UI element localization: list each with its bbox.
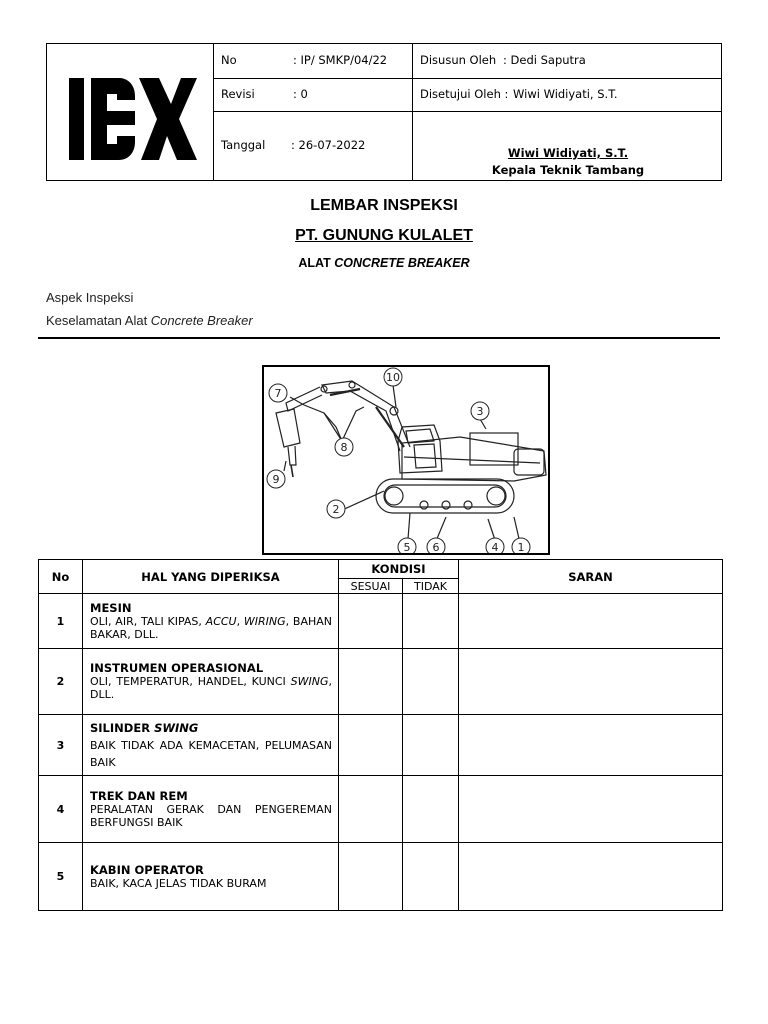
upper-structure <box>402 437 546 481</box>
header-divider <box>213 111 721 112</box>
table-row <box>39 594 723 649</box>
item-description: BAIK, KACA JELAS TIDAK BURAM <box>90 876 267 890</box>
sesuai-checkbox-cell[interactable] <box>339 843 403 911</box>
col-header-sesuai: SESUAI <box>339 579 403 594</box>
callout-9: 9 <box>272 473 280 486</box>
sesuai-checkbox-cell[interactable] <box>339 776 403 843</box>
item-description-italic: WIRING <box>243 614 286 628</box>
item-description: PERALATAN GERAK DAN PENGEREMAN BERFUNGSI BAIK <box>90 802 332 829</box>
col-header-tidak: TIDAK <box>403 579 459 594</box>
item-title: KABIN OPERATOR <box>90 862 204 877</box>
item-description-text: OLI, AIR, TALI KIPAS, <box>90 614 206 628</box>
document-header <box>46 43 722 181</box>
tidak-checkbox-cell[interactable] <box>403 843 459 911</box>
doc-number-value: : IP/ SMKP/04/22 <box>293 53 388 67</box>
inspection-item <box>83 594 339 649</box>
table-row <box>39 776 723 843</box>
saran-input-cell[interactable] <box>459 843 723 911</box>
row-number: 1 <box>39 594 83 649</box>
equipment-title-name: CONCRETE BREAKER <box>334 256 470 270</box>
tidak-checkbox-cell[interactable] <box>403 776 459 843</box>
inspection-item <box>83 649 339 715</box>
callout-1: 1 <box>517 541 525 553</box>
concrete-breaker-hammer <box>276 409 300 447</box>
form-title: LEMBAR INSPEKSI <box>310 197 458 214</box>
saran-input-cell[interactable] <box>459 776 723 843</box>
equipment-title <box>0 256 768 270</box>
date-value: : 26-07-2022 <box>291 138 366 152</box>
tidak-checkbox-cell[interactable] <box>403 649 459 715</box>
aspect-value-name: Concrete Breaker <box>150 313 253 328</box>
tidak-checkbox-cell[interactable] <box>403 715 459 776</box>
col-header-item: HAL YANG DIPERIKSA <box>83 560 339 594</box>
item-description-italic: SWING <box>290 675 329 688</box>
prepared-by-label: Disusun Oleh <box>420 53 497 67</box>
item-description: BAIK TIDAK ADA KEMACETAN, PELUMASAN BAIK <box>90 738 332 769</box>
header-divider <box>213 44 214 180</box>
table-row <box>39 843 723 911</box>
callout-2: 2 <box>332 503 340 516</box>
sesuai-checkbox-cell[interactable] <box>339 649 403 715</box>
aspect-label: Aspek Inspeksi <box>46 290 134 305</box>
approved-by-label: Disetujui Oleh : <box>420 87 509 101</box>
item-description-text: , BAHAN BAKAR, DLL. <box>90 614 333 641</box>
sesuai-checkbox-cell[interactable] <box>339 594 403 649</box>
table-row <box>39 649 723 715</box>
tidak-checkbox-cell[interactable] <box>403 594 459 649</box>
item-description-text: , <box>236 614 244 628</box>
stick-arm <box>286 387 322 411</box>
doc-number-label: No <box>221 53 237 67</box>
header-divider <box>213 78 721 79</box>
revision-value: : 0 <box>293 87 308 101</box>
item-title: MESIN <box>90 600 132 615</box>
callout-4: 4 <box>491 541 499 553</box>
equipment-diagram <box>262 365 550 555</box>
inspection-item <box>83 715 339 776</box>
callout-6: 6 <box>432 541 440 553</box>
company-logo <box>69 78 197 160</box>
boom-arm <box>322 381 410 451</box>
signer-name: Wiwi Widiyati, S.T. <box>507 146 629 160</box>
item-title-text: SILINDER <box>90 720 155 735</box>
col-header-no: No <box>39 560 83 594</box>
date-label: Tanggal <box>221 138 266 152</box>
callout-10: 10 <box>386 371 400 384</box>
aspect-value <box>46 313 253 328</box>
col-header-saran: SARAN <box>459 560 723 594</box>
track-assembly <box>376 479 514 513</box>
row-number: 5 <box>39 843 83 911</box>
item-title-italic: SWING <box>154 720 199 735</box>
approved-by-value: Wiwi Widiyati, S.T. <box>513 87 618 101</box>
item-description <box>90 675 332 701</box>
callout-7: 7 <box>274 387 282 400</box>
row-number: 3 <box>39 715 83 776</box>
item-title: INSTRUMEN OPERASIONAL <box>90 661 264 675</box>
callout-8: 8 <box>340 441 348 454</box>
equipment-title-prefix: ALAT <box>298 256 335 270</box>
inspection-item <box>83 776 339 843</box>
prepared-by-value: : Dedi Saputra <box>503 53 586 67</box>
callout-5: 5 <box>403 541 411 553</box>
company-name: PT. GUNUNG KULALET <box>295 227 473 244</box>
item-description <box>90 615 332 641</box>
track-inner <box>384 485 506 507</box>
callout-3: 3 <box>476 405 484 418</box>
saran-input-cell[interactable] <box>459 649 723 715</box>
item-description-text: , DLL. <box>90 675 332 701</box>
saran-input-cell[interactable] <box>459 715 723 776</box>
revision-label: Revisi <box>221 87 255 101</box>
item-title: TREK DAN REM <box>90 788 188 803</box>
signer-title: Kepala Teknik Tambang <box>491 163 645 177</box>
col-header-kondisi: KONDISI <box>339 560 459 579</box>
inspection-table <box>38 559 723 911</box>
row-number: 2 <box>39 649 83 715</box>
inspection-item <box>83 843 339 911</box>
row-number: 4 <box>39 776 83 843</box>
section-divider <box>38 337 720 339</box>
sesuai-checkbox-cell[interactable] <box>339 715 403 776</box>
saran-input-cell[interactable] <box>459 594 723 649</box>
excavator-breaker-illustration <box>264 367 548 553</box>
item-description-italic: ACCU <box>205 614 237 628</box>
item-description-text: OLI, TEMPERATUR, HANDEL, KUNCI <box>90 675 291 688</box>
table-row <box>39 715 723 776</box>
item-title <box>90 720 332 737</box>
aspect-value-prefix: Keselamatan Alat <box>46 313 151 328</box>
